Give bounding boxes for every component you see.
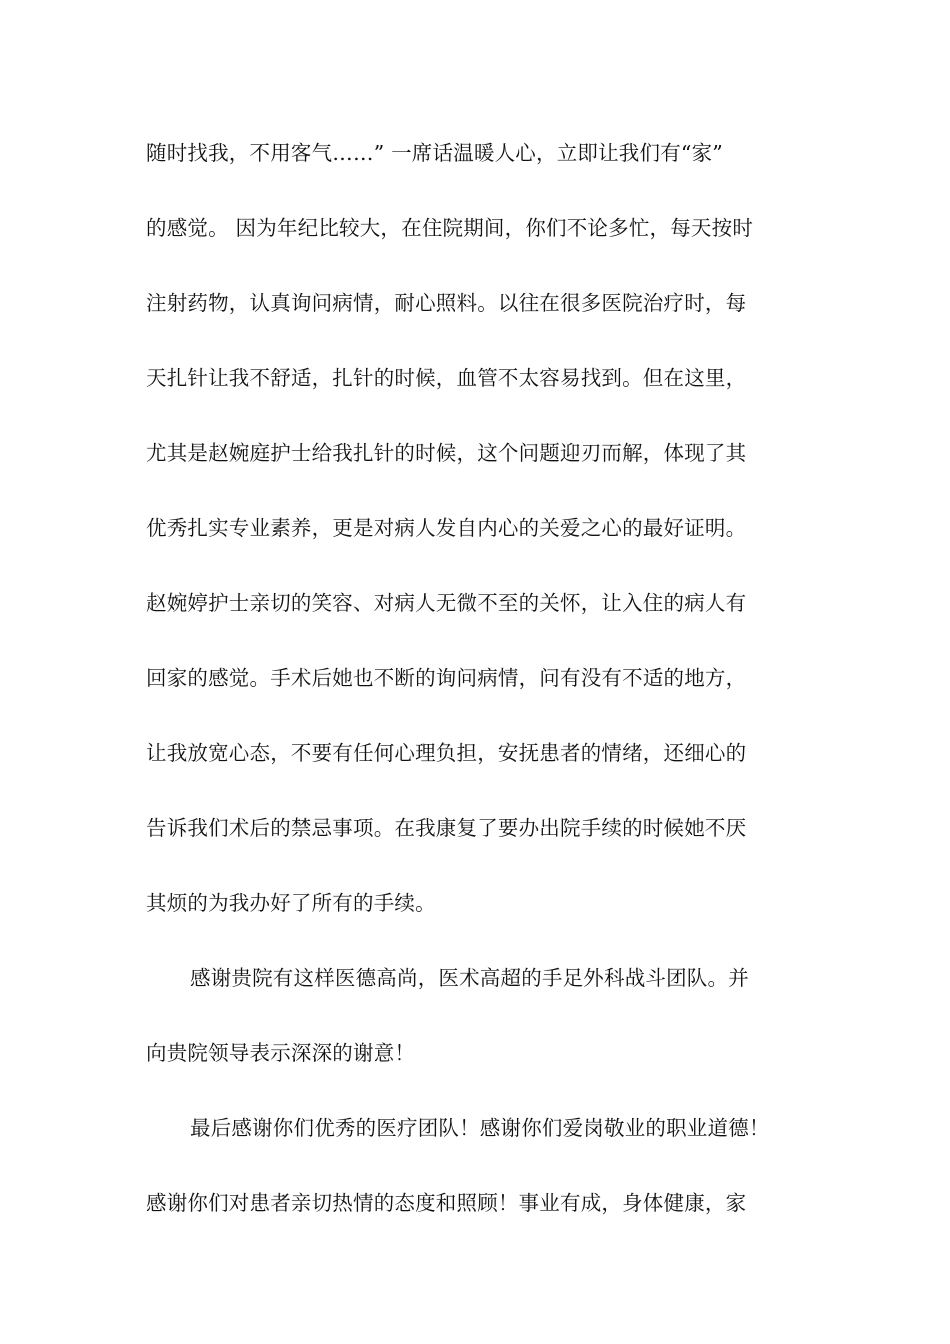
- text-line: 赵婉婷护士亲切的笑容、对病人无微不至的关怀，让入住的病人有: [146, 591, 747, 615]
- text-line: 注射药物，认真询问病情，耐心照料。以往在很多医院治疗时，每: [146, 291, 747, 315]
- letter-body: [146, 133, 826, 1258]
- text-line: 回家的感觉。手术后她也不断的询问病情，问有没有不适的地方，: [146, 666, 747, 690]
- text-line: 尤其是赵婉庭护士给我扎针的时候，这个问题迎刃而解，体现了其: [146, 441, 747, 465]
- paragraph-first-line: 感谢贵院有这样医德高尚，医术高超的手足外科战斗团队。并: [190, 966, 749, 990]
- text-line: 其烦的为我办好了所有的手续。: [146, 891, 436, 915]
- text-line: 感谢你们对患者亲切热情的态度和照顾！事业有成，身体健康，家: [146, 1191, 747, 1215]
- text-line: 优秀扎实专业素养，更是对病人发自内心的关爱之心的最好证明。: [146, 516, 747, 540]
- text-line: 告诉我们术后的禁忌事项。在我康复了要办出院手续的时候她不厌: [146, 816, 747, 840]
- text-line: 让我放宽心态，不要有任何心理负担，安抚患者的情绪，还细心的: [146, 741, 747, 765]
- text-line: 随时找我，不用客气……” 一席话温暖人心，立即让我们有“家”: [146, 141, 723, 165]
- paragraph-first-line: 最后感谢你们优秀的医疗团队！感谢你们爱岗敬业的职业道德！: [190, 1116, 770, 1140]
- text-line: 天扎针让我不舒适，扎针的时候，血管不太容易找到。但在这里，: [146, 366, 747, 390]
- text-line: 向贵院领导表示深深的谢意！: [146, 1041, 416, 1065]
- text-line: 的感觉。 因为年纪比较大，在住院期间，你们不论多忙，每天按时: [146, 216, 754, 240]
